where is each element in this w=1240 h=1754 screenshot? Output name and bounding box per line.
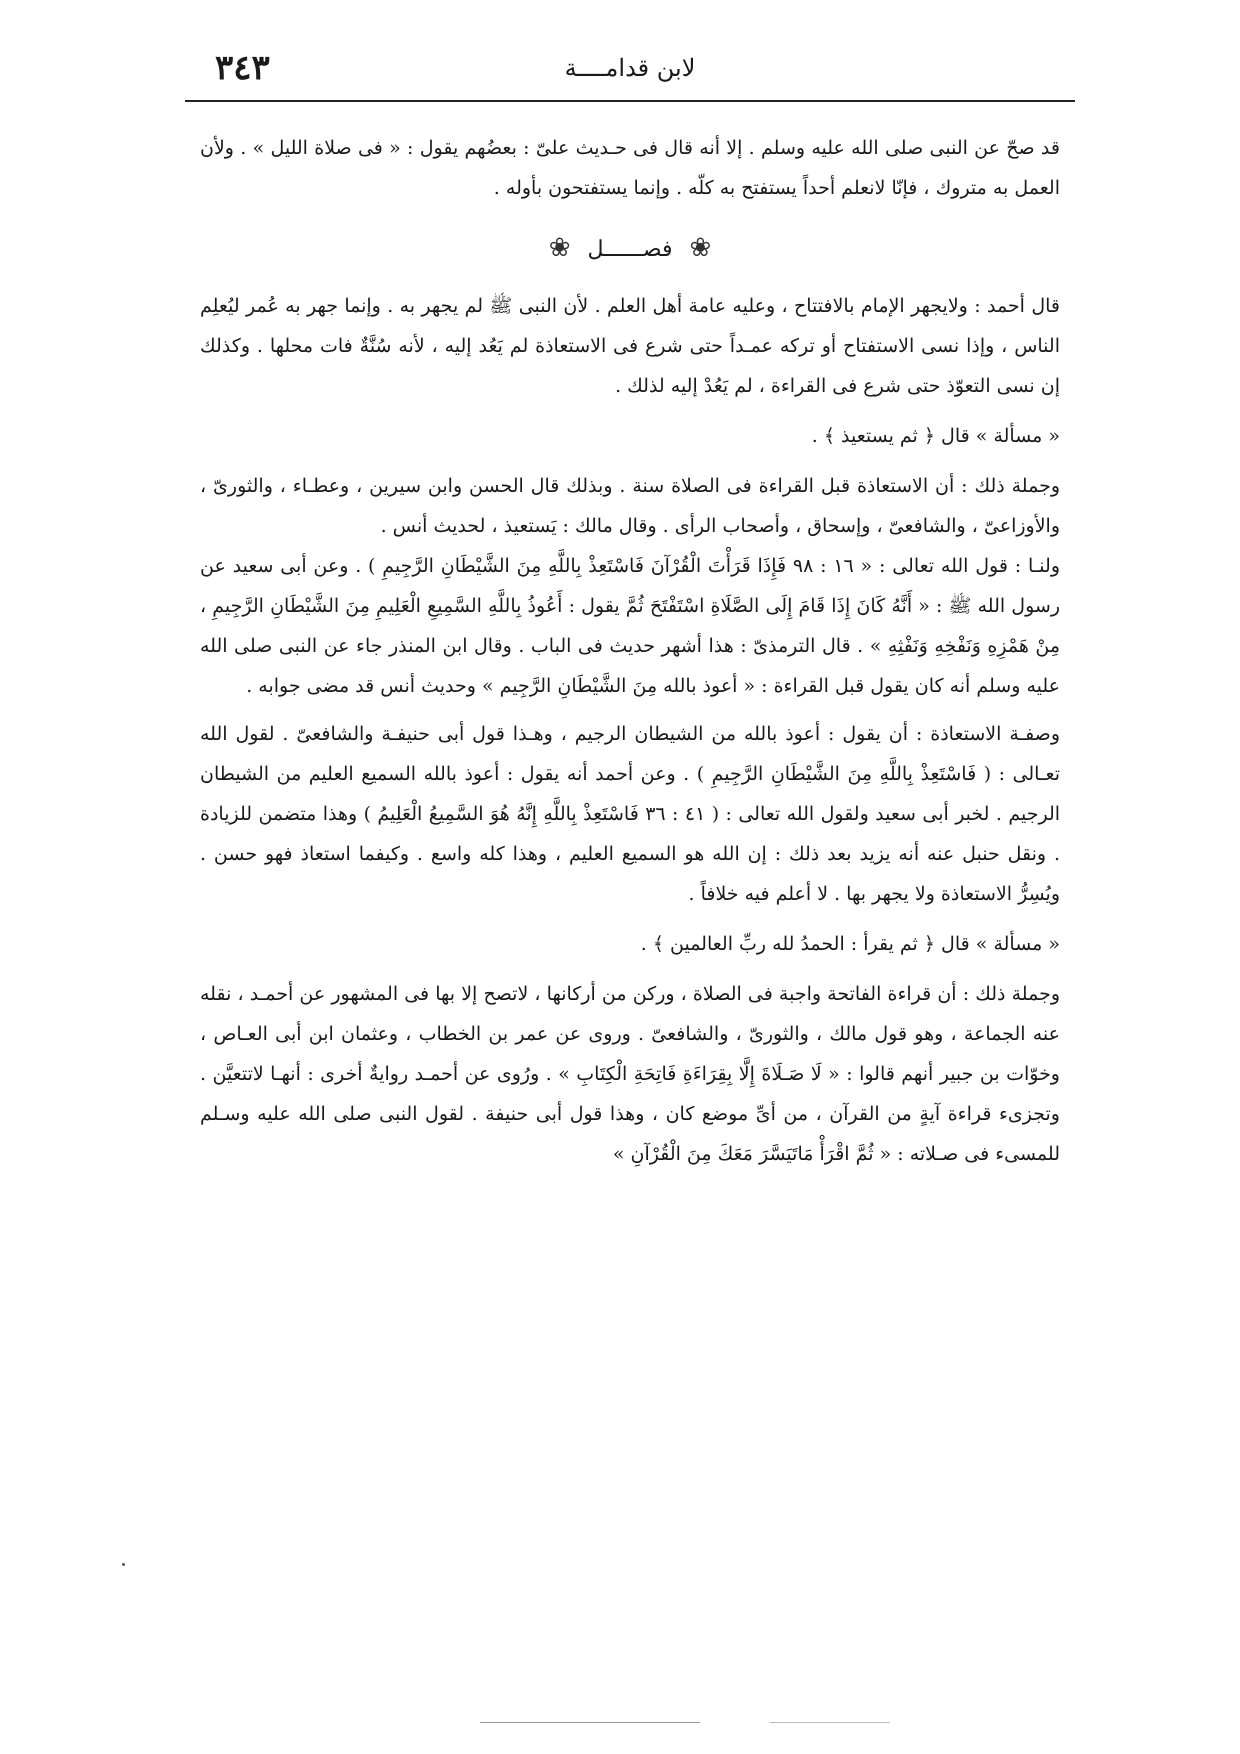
ornament-right-icon: ❀	[689, 233, 712, 263]
page-body	[200, 128, 1060, 1174]
running-title: لابن قدامــــة	[564, 54, 696, 82]
paragraph-5: وصفـة الاستعاذة : أن يقول : أعوذ بالله من الشيطان الرجيم ، وهـذا قول أبى حنيفـة والشافعىّ . لقول الله تعـالى : ( فَاسْتَعِذْ بِاللَّهِ مِنَ الشَّيْطَانِ الرَّجِيمِ ) . وعن أحمد أنه يقول : أعوذ بالله السميع العليم من الشيطان الرجيم . لخبر أبى سعيد ولقول الله تعالى : ( ٤١ : ٣٦ فَاسْتَعِذْ بِاللَّهِ إِنَّهُ هُوَ السَّمِيعُ الْعَلِيمُ ) وهذا متضمن للزيادة . ونقل حنبل عنه أنه يزيد بعد ذلك : إن الله هو السميع العليم ، وهذا كله واسع . وكيفما استعاذ فهو حسن . ويُسِرُّ الاستعاذة ولا يجهر بها . لا أعلم فيه خلافاً .	[200, 723, 1061, 905]
section-heading-label: فصــــــل	[587, 237, 673, 262]
paragraph-1: قد صحّ عن النبى صلى الله عليه وسلم . إلا أنه قال فى حـديث علىّ : بعضُهم يقول : « فى صلاة الليل » . ولأن العمل به متروك ، فإنّا لانعلم أحداً يستفتح به كلّه . وإنما يستفتحون بأوله .	[200, 137, 1060, 199]
paragraph-6: وجملة ذلك : أن قراءة الفاتحة واجبة فى الصلاة ، وركن من أركانها ، لاتصح إلا بها فى المشهور عن أحمـد ، نقله عنه الجماعة ، وهو قول مالك ، والثورىّ ، والشافعىّ . وروى عن عمر بن الخطاب ، وعثمان ابن أبى العـاص ، وخوّات بن جبير أنهم قالوا : « لَا صَـلَاةَ إِلَّا بِقِرَاءَةِ فَاتِحَةِ الْكِتَابِ » . ورُوى عن أحمـد روايةٌ أخرى : أنهـا لاتتعيَّن . وتجزىء قراءة آيةٍ من القرآن ، من أىِّ موضع كان ، وهذا قول أبى حنيفة . لقول النبى صلى الله عليه وسـلم للمسىء فى صـلاته : « ثُمَّ اقْرَأْ مَاتَيَسَّرَ مَعَكَ مِنَ الْقُرْآنِ »	[200, 983, 1060, 1165]
bottom-scan-line	[480, 1722, 700, 1723]
page-number: ٣٤٣	[215, 48, 270, 88]
masala-heading-2: « مسألة » قال ﴿ ثم يقرأ : الحمدُ لله ربِّ العالمين ﴾ .	[640, 933, 1060, 955]
section-heading-fasl	[200, 226, 1060, 272]
margin-dot	[122, 1563, 125, 1566]
header-divider	[185, 100, 1075, 102]
ornament-left-icon: ❀	[548, 233, 571, 263]
bottom-scan-line-2	[770, 1722, 890, 1723]
masala-heading-1: « مسألة » قال ﴿ ثم يستعيذ ﴾ .	[811, 425, 1060, 447]
paragraph-2: قال أحمد : ولايجهر الإمام بالافتتاح ، وعليه عامة أهل العلم . لأن النبى ﷺ لم يجهر به . وإنما جهر به عُمر ليُعلِم الناس ، وإذا نسى الاستفتاح أو تركه عمـداً حتى شرع فى الاستعاذة لم يَعُد إليه ، لأنه سُنَّةٌ فات محلها . وكذلك إن نسى التعوّذ حتى شرع فى القراءة ، لم يَعُدْ إليه لذلك .	[200, 295, 1060, 397]
paragraph-3: وجملة ذلك : أن الاستعاذة قبل القراءة فى الصلاة سنة . وبذلك قال الحسن وابن سيرين ، وعطـاء ، والثورىّ ، والأوزاعىّ ، والشافعىّ ، وإسحاق ، وأصحاب الرأى . وقال مالك : يَستعيذ ، لحديث أنس .	[200, 475, 1060, 537]
page-header	[185, 40, 1075, 110]
paragraph-4: ولنـا : قول الله تعالى : « ١٦ : ٩٨ فَإِذَا قَرَأْتَ الْقُرْآنَ فَاسْتَعِذْ بِاللَّهِ مِنَ الشَّيْطَانِ الرَّجِيمِ ) . وعن أبى سعيد عن رسول الله ﷺ : « أَنَّهُ كَانَ إِذَا قَامَ إِلَى الصَّلَاةِ اسْتَفْتَحَ ثُمَّ يقول : أَعُوذُ بِاللَّهِ السَّمِيعِ الْعَلِيمِ مِنَ الشَّيْطَانِ الرَّجِيمِ ، مِنْ هَمْزِهِ وَنَفْخِهِ وَنَفْثِهِ » . قال الترمذىّ : هذا أشهر حديث فى الباب . وقال ابن المنذر جاء عن النبى صلى الله عليه وسلم أنه كان يقول قبل القراءة : « أعوذ بالله مِنَ الشَّيْطَانِ الرَّجِيم » وحديث أنس قد مضى جوابه .	[200, 555, 1061, 697]
